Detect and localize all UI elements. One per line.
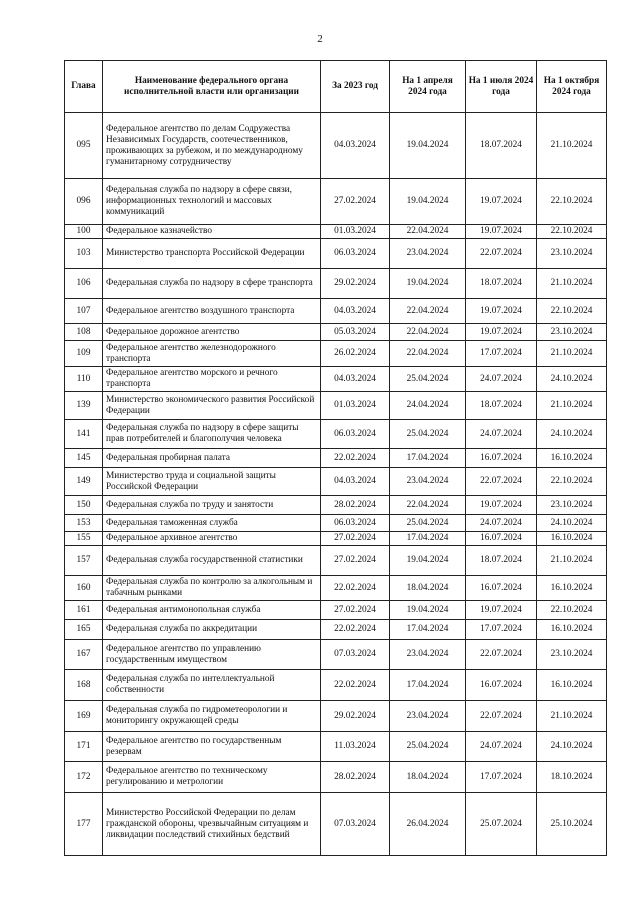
cell-date-october: 23.10.2024	[537, 324, 607, 341]
cell-date-april: 23.04.2024	[390, 239, 466, 269]
cell-date-april: 18.04.2024	[390, 576, 466, 601]
table-row	[65, 324, 607, 341]
cell-code: 109	[65, 341, 103, 367]
cell-name: Федеральная служба по надзору в сфере связи, информационных технологий и массовых коммуникаций	[103, 179, 321, 225]
header-april: На 1 апреля 2024 года	[390, 61, 466, 113]
cell-date-april: 19.04.2024	[390, 601, 466, 620]
table-row	[65, 367, 607, 392]
cell-code: 169	[65, 701, 103, 732]
cell-date-2023: 22.02.2024	[321, 670, 390, 701]
table-body	[65, 113, 607, 856]
cell-name: Федеральное архивное агентство	[103, 532, 321, 546]
cell-date-2023: 01.03.2024	[321, 225, 390, 239]
cell-date-april: 18.04.2024	[390, 762, 466, 793]
cell-date-july: 19.07.2024	[466, 299, 537, 324]
cell-date-july: 17.07.2024	[466, 762, 537, 793]
cell-date-july: 24.07.2024	[466, 732, 537, 762]
cell-name: Федеральное агентство морского и речного транспорта	[103, 367, 321, 392]
cell-code: 171	[65, 732, 103, 762]
cell-date-july: 24.07.2024	[466, 515, 537, 532]
cell-date-april: 22.04.2024	[390, 299, 466, 324]
cell-date-2023: 27.02.2024	[321, 601, 390, 620]
cell-date-april: 23.04.2024	[390, 468, 466, 496]
table-row	[65, 601, 607, 620]
cell-date-2023: 27.02.2024	[321, 546, 390, 576]
cell-date-april: 22.04.2024	[390, 324, 466, 341]
cell-date-2023: 27.02.2024	[321, 179, 390, 225]
cell-name: Федеральная служба государственной статистики	[103, 546, 321, 576]
cell-name: Министерство экономического развития Российской Федерации	[103, 392, 321, 420]
cell-date-april: 19.04.2024	[390, 269, 466, 299]
cell-code: 145	[65, 449, 103, 468]
cell-date-october: 21.10.2024	[537, 113, 607, 179]
cell-code: 167	[65, 640, 103, 670]
cell-date-2023: 27.02.2024	[321, 532, 390, 546]
cell-date-october: 21.10.2024	[537, 546, 607, 576]
cell-date-october: 23.10.2024	[537, 640, 607, 670]
cell-date-2023: 04.03.2024	[321, 299, 390, 324]
cell-code: 095	[65, 113, 103, 179]
cell-date-july: 17.07.2024	[466, 620, 537, 640]
cell-date-2023: 05.03.2024	[321, 324, 390, 341]
cell-date-july: 22.07.2024	[466, 468, 537, 496]
cell-date-april: 25.04.2024	[390, 515, 466, 532]
cell-name: Федеральная антимонопольная служба	[103, 601, 321, 620]
cell-date-april: 26.04.2024	[390, 793, 466, 856]
cell-name: Федеральное агентство по делам Содружества Независимых Государств, соотечественников, проживающих за рубежом, и по международному гуманитарному сотрудничеству	[103, 113, 321, 179]
table-row	[65, 620, 607, 640]
cell-date-2023: 06.03.2024	[321, 515, 390, 532]
cell-date-july: 18.07.2024	[466, 113, 537, 179]
cell-name: Федеральная пробирная палата	[103, 449, 321, 468]
cell-date-july: 16.07.2024	[466, 449, 537, 468]
cell-date-2023: 28.02.2024	[321, 496, 390, 515]
cell-date-july: 17.07.2024	[466, 341, 537, 367]
cell-date-october: 22.10.2024	[537, 601, 607, 620]
cell-date-october: 21.10.2024	[537, 341, 607, 367]
header-code: Глава	[65, 61, 103, 113]
cell-code: 155	[65, 532, 103, 546]
table-row	[65, 576, 607, 601]
cell-date-july: 22.07.2024	[466, 239, 537, 269]
cell-date-april: 25.04.2024	[390, 732, 466, 762]
cell-name: Министерство труда и социальной защиты Российской Федерации	[103, 468, 321, 496]
cell-code: 096	[65, 179, 103, 225]
cell-date-july: 18.07.2024	[466, 269, 537, 299]
cell-date-april: 17.04.2024	[390, 670, 466, 701]
cell-date-october: 21.10.2024	[537, 701, 607, 732]
cell-code: 106	[65, 269, 103, 299]
cell-date-july: 19.07.2024	[466, 496, 537, 515]
cell-date-july: 16.07.2024	[466, 670, 537, 701]
cell-date-july: 24.07.2024	[466, 367, 537, 392]
cell-date-july: 24.07.2024	[466, 420, 537, 449]
cell-date-july: 25.07.2024	[466, 793, 537, 856]
table-row	[65, 546, 607, 576]
cell-date-july: 22.07.2024	[466, 701, 537, 732]
table-row	[65, 532, 607, 546]
table-header-row	[65, 61, 607, 113]
table-row	[65, 392, 607, 420]
table-row	[65, 732, 607, 762]
cell-date-october: 23.10.2024	[537, 496, 607, 515]
cell-date-october: 24.10.2024	[537, 515, 607, 532]
cell-date-april: 25.04.2024	[390, 367, 466, 392]
cell-code: 177	[65, 793, 103, 856]
table-row	[65, 113, 607, 179]
cell-date-april: 19.04.2024	[390, 546, 466, 576]
table-row	[65, 670, 607, 701]
cell-date-2023: 07.03.2024	[321, 793, 390, 856]
cell-date-october: 16.10.2024	[537, 532, 607, 546]
cell-date-april: 23.04.2024	[390, 701, 466, 732]
cell-name: Федеральное агентство железнодорожного транспорта	[103, 341, 321, 367]
cell-date-october: 24.10.2024	[537, 367, 607, 392]
cell-date-july: 18.07.2024	[466, 546, 537, 576]
cell-date-april: 22.04.2024	[390, 225, 466, 239]
table-row	[65, 701, 607, 732]
cell-date-april: 17.04.2024	[390, 532, 466, 546]
table-row	[65, 496, 607, 515]
cell-date-2023: 04.03.2024	[321, 468, 390, 496]
cell-date-july: 19.07.2024	[466, 324, 537, 341]
cell-date-october: 18.10.2024	[537, 762, 607, 793]
cell-date-october: 22.10.2024	[537, 468, 607, 496]
table-row	[65, 449, 607, 468]
cell-date-2023: 29.02.2024	[321, 269, 390, 299]
cell-date-july: 18.07.2024	[466, 392, 537, 420]
cell-date-october: 22.10.2024	[537, 299, 607, 324]
cell-code: 161	[65, 601, 103, 620]
cell-code: 150	[65, 496, 103, 515]
cell-date-october: 22.10.2024	[537, 225, 607, 239]
header-july: На 1 июля 2024 года	[466, 61, 537, 113]
cell-name: Федеральная служба по контролю за алкогольным и табачным рынками	[103, 576, 321, 601]
header-name: Наименование федерального органа исполнительной власти или организации	[103, 61, 321, 113]
cell-name: Федеральная служба по интеллектуальной собственности	[103, 670, 321, 701]
cell-name: Федеральное дорожное агентство	[103, 324, 321, 341]
cell-date-april: 23.04.2024	[390, 640, 466, 670]
cell-date-october: 23.10.2024	[537, 239, 607, 269]
cell-date-2023: 28.02.2024	[321, 762, 390, 793]
cell-date-april: 24.04.2024	[390, 392, 466, 420]
cell-date-2023: 11.03.2024	[321, 732, 390, 762]
cell-code: 168	[65, 670, 103, 701]
cell-name: Федеральная служба по аккредитации	[103, 620, 321, 640]
cell-name: Федеральное казначейство	[103, 225, 321, 239]
cell-name: Федеральное агентство по управлению государственным имуществом	[103, 640, 321, 670]
cell-name: Федеральная служба по надзору в сфере защиты прав потребителей и благополучия человека	[103, 420, 321, 449]
schedule-table	[64, 60, 607, 856]
cell-name: Федеральная служба по труду и занятости	[103, 496, 321, 515]
cell-date-april: 17.04.2024	[390, 449, 466, 468]
cell-code: 160	[65, 576, 103, 601]
cell-date-2023: 04.03.2024	[321, 367, 390, 392]
page-number: 2	[317, 33, 323, 45]
cell-code: 108	[65, 324, 103, 341]
cell-date-july: 22.07.2024	[466, 640, 537, 670]
cell-name: Министерство транспорта Российской Федерации	[103, 239, 321, 269]
cell-name: Федеральная служба по гидрометеорологии и мониторингу окружающей среды	[103, 701, 321, 732]
cell-date-october: 24.10.2024	[537, 732, 607, 762]
cell-name: Федеральное агентство воздушного транспорта	[103, 299, 321, 324]
cell-date-july: 19.07.2024	[466, 601, 537, 620]
cell-date-october: 24.10.2024	[537, 420, 607, 449]
cell-date-october: 16.10.2024	[537, 670, 607, 701]
cell-date-april: 17.04.2024	[390, 620, 466, 640]
cell-code: 107	[65, 299, 103, 324]
cell-name: Федеральное агентство по государственным резервам	[103, 732, 321, 762]
cell-date-2023: 26.02.2024	[321, 341, 390, 367]
cell-date-october: 21.10.2024	[537, 269, 607, 299]
table-row	[65, 239, 607, 269]
table-row	[65, 762, 607, 793]
cell-date-april: 22.04.2024	[390, 496, 466, 515]
table-row	[65, 793, 607, 856]
cell-code: 103	[65, 239, 103, 269]
header-2023: За 2023 год	[321, 61, 390, 113]
cell-code: 141	[65, 420, 103, 449]
table-row	[65, 640, 607, 670]
cell-name: Министерство Российской Федерации по делам гражданской обороны, чрезвычайным ситуациям и ликвидации последствий стихийных бедствий	[103, 793, 321, 856]
cell-date-april: 22.04.2024	[390, 341, 466, 367]
cell-code: 157	[65, 546, 103, 576]
cell-date-october: 16.10.2024	[537, 576, 607, 601]
table-row	[65, 341, 607, 367]
table-row	[65, 225, 607, 239]
cell-date-2023: 06.03.2024	[321, 420, 390, 449]
table-row	[65, 179, 607, 225]
cell-date-july: 16.07.2024	[466, 532, 537, 546]
cell-date-2023: 29.02.2024	[321, 701, 390, 732]
cell-date-april: 19.04.2024	[390, 113, 466, 179]
cell-date-2023: 22.02.2024	[321, 449, 390, 468]
cell-date-july: 16.07.2024	[466, 576, 537, 601]
table-row	[65, 269, 607, 299]
cell-date-october: 16.10.2024	[537, 620, 607, 640]
cell-date-october: 25.10.2024	[537, 793, 607, 856]
cell-name: Федеральная таможенная служба	[103, 515, 321, 532]
cell-date-october: 21.10.2024	[537, 392, 607, 420]
cell-code: 165	[65, 620, 103, 640]
cell-code: 100	[65, 225, 103, 239]
cell-date-july: 19.07.2024	[466, 179, 537, 225]
table-row	[65, 515, 607, 532]
table-row	[65, 468, 607, 496]
cell-code: 153	[65, 515, 103, 532]
cell-date-october: 22.10.2024	[537, 179, 607, 225]
cell-date-2023: 01.03.2024	[321, 392, 390, 420]
cell-date-october: 16.10.2024	[537, 449, 607, 468]
cell-date-july: 19.07.2024	[466, 225, 537, 239]
cell-date-2023: 22.02.2024	[321, 576, 390, 601]
cell-name: Федеральная служба по надзору в сфере транспорта	[103, 269, 321, 299]
cell-code: 110	[65, 367, 103, 392]
cell-code: 172	[65, 762, 103, 793]
cell-date-2023: 22.02.2024	[321, 620, 390, 640]
cell-date-april: 25.04.2024	[390, 420, 466, 449]
table-row	[65, 420, 607, 449]
cell-date-2023: 06.03.2024	[321, 239, 390, 269]
cell-date-april: 19.04.2024	[390, 179, 466, 225]
cell-code: 149	[65, 468, 103, 496]
cell-name: Федеральное агентство по техническому регулированию и метрологии	[103, 762, 321, 793]
cell-date-2023: 07.03.2024	[321, 640, 390, 670]
table-row	[65, 299, 607, 324]
cell-date-2023: 04.03.2024	[321, 113, 390, 179]
header-october: На 1 октября 2024 года	[537, 61, 607, 113]
cell-code: 139	[65, 392, 103, 420]
